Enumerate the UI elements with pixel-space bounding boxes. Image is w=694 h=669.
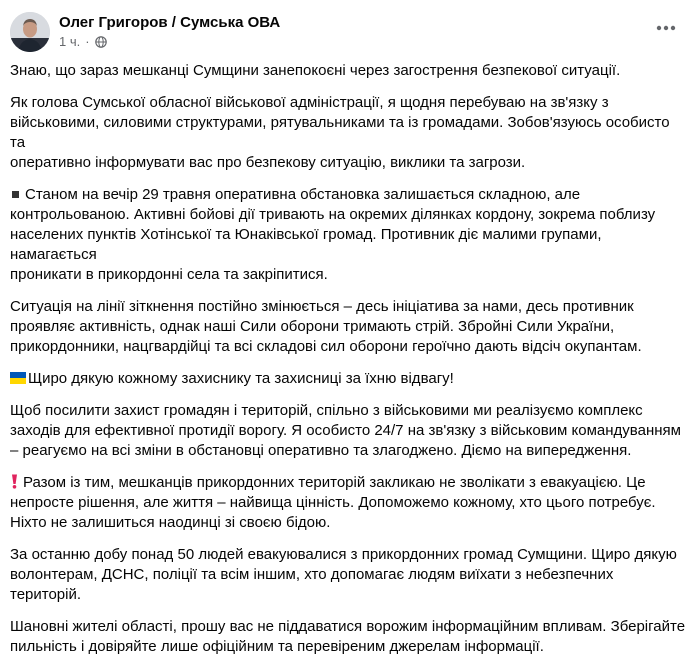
paragraph-intro: Знаю, що зараз мешканці Сумщини занепокоєні через загострення безпекової ситуації. [10, 62, 621, 79]
ukraine-flag-icon [10, 372, 26, 384]
more-options-icon [656, 25, 676, 31]
paragraph-measures: Щоб посилити захист громадян і територій, спільно з військовими ми реалізуємо комплекс заходів для ефективної протидії ворогу. Я особисто 24/7 на зв'язку з військовим командуванням – реагуємо на всі зміни в обстановці оперативно та злагоджено. Діємо на випередження. [10, 402, 681, 459]
paragraph-frontline: Ситуація на лінії зіткнення постійно змінюється – десь ініціатива за нами, десь противник проявляє активність, однак наші Сили оборони тримають стрій. Збройні Сили України, прикордонники, нацгвардійці та всі складові сил оборони героїчно дають відсіч окупантам. [10, 298, 642, 355]
post-timestamp[interactable]: 1 ч. [59, 34, 81, 49]
paragraph-situation-text: Станом на вечір 29 травня оперативна обстановка залишається складною, але контрольованою. Активні бойові дії тривають на окремих ділянках кордону, зокрема поблизу населених пунктів Хотінської та Юнаківської громад. Противник діє малими групами, намагається проникати в прикордонні села та закріпитися. [10, 186, 656, 283]
post-text [10, 61, 686, 669]
author-name[interactable]: Олег Григоров / Сумська ОВА [59, 14, 281, 31]
paragraph-role: Як голова Сумської обласної військової адміністрації, я щодня перебуваю на зв'язку з військовими, силовими структурами, рятувальниками та із громадами. Зобов'язуюсь особисто та оперативно інформувати вас про безпекову ситуацію, виклики та загрози. [10, 94, 670, 171]
author-avatar[interactable] [10, 12, 50, 52]
post-header [0, 0, 694, 56]
paragraph-situation [10, 185, 686, 285]
more-options-button[interactable] [652, 18, 680, 38]
paragraph-evacuation [10, 473, 686, 533]
meta-separator: · [85, 34, 90, 49]
paragraph-evacuated: За останню добу понад 50 людей евакуювалися з прикордонних громад Сумщини. Щиро дякую волонтерам, ДСНС, поліції та всім іншим, хто допомагає людям виїхати з небезпечних територій. [10, 546, 677, 603]
paragraph-evacuation-text: Разом із тим, мешканців прикордонних територій закликаю не зволікати з евакуацією. Це непросте рішення, але життя – найвища цінність. Допоможемо кожному, хто цього потребує. Ніхто не залишиться наодинці зі своєю бідою. [10, 474, 656, 531]
avatar-photo [10, 12, 50, 52]
post-meta [59, 34, 107, 49]
globe-icon [95, 36, 107, 48]
red-exclamation-icon [10, 474, 19, 489]
paragraph-thanks-text: Щиро дякую кожному захиснику та захисниці за їхню відвагу! [28, 370, 454, 387]
black-square-bullet-icon [12, 191, 19, 198]
paragraph-thanks [10, 369, 686, 389]
paragraph-appeal: Шановні жителі області, прошу вас не піддаватися ворожим інформаційним впливам. Зберігайте пильність і довіряйте лише офіційним та перевіреним джерелам інформації. [10, 618, 686, 655]
